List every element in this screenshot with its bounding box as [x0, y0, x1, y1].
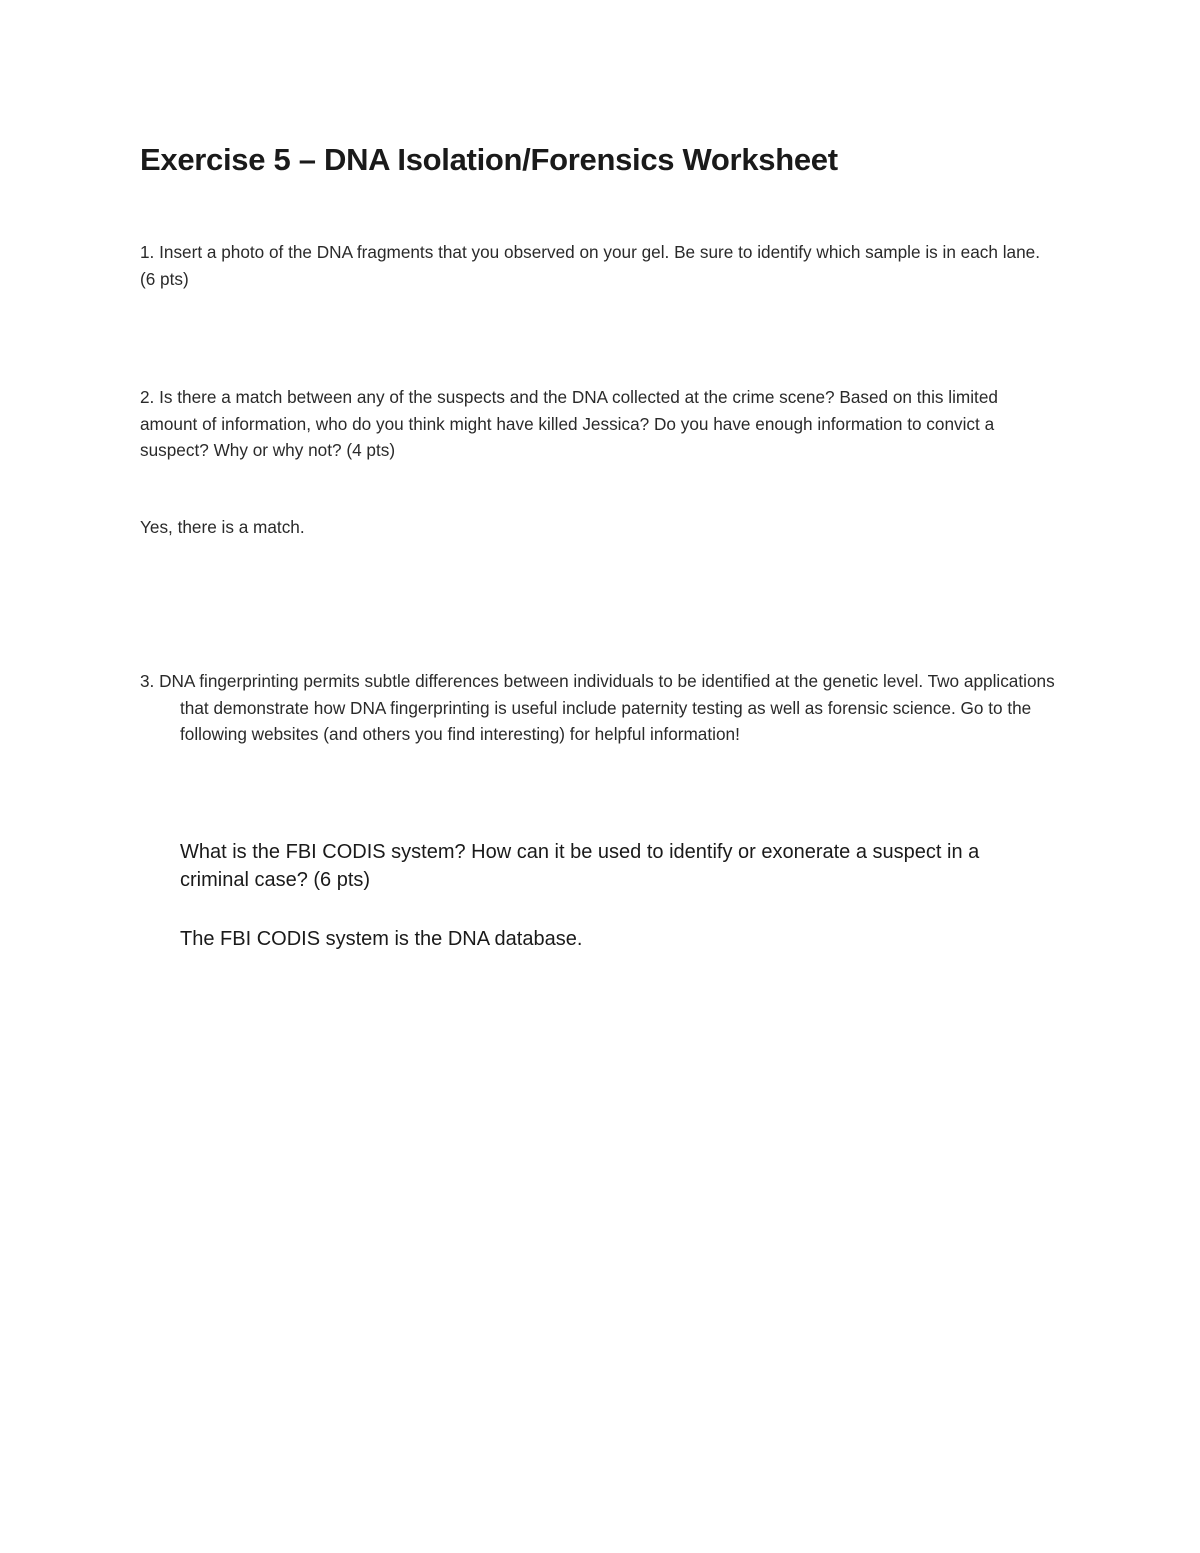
question-3: 3. DNA fingerprinting permits subtle differences between individuals to be identified at the genetic level. Two applications that demonstrate how DNA fingerprinting is useful include paternity testing as well as forensic science. Go to the following websites (and others you find interesting) for helpful information! [140, 671, 1055, 744]
page-title: Exercise 5 – DNA Isolation/Forensics Worksheet [140, 142, 838, 177]
codis-question: What is the FBI CODIS system? How can it be used to identify or exonerate a suspect in a criminal case? (6 pts) [180, 841, 980, 891]
question-2: 2. Is there a match between any of the suspects and the DNA collected at the crime scene? Based on this limited amount of information, who do you think might have killed Jessica? Do you have enough information to convict a suspect? Why or why not? (4 pts) [140, 387, 998, 460]
answer-2: Yes, there is a match. [140, 517, 305, 537]
question-1: 1. Insert a photo of the DNA fragments that you observed on your gel. Be sure to identify which sample is in each lane. (6 pts) [140, 242, 1040, 289]
codis-answer: The FBI CODIS system is the DNA database. [180, 928, 583, 950]
